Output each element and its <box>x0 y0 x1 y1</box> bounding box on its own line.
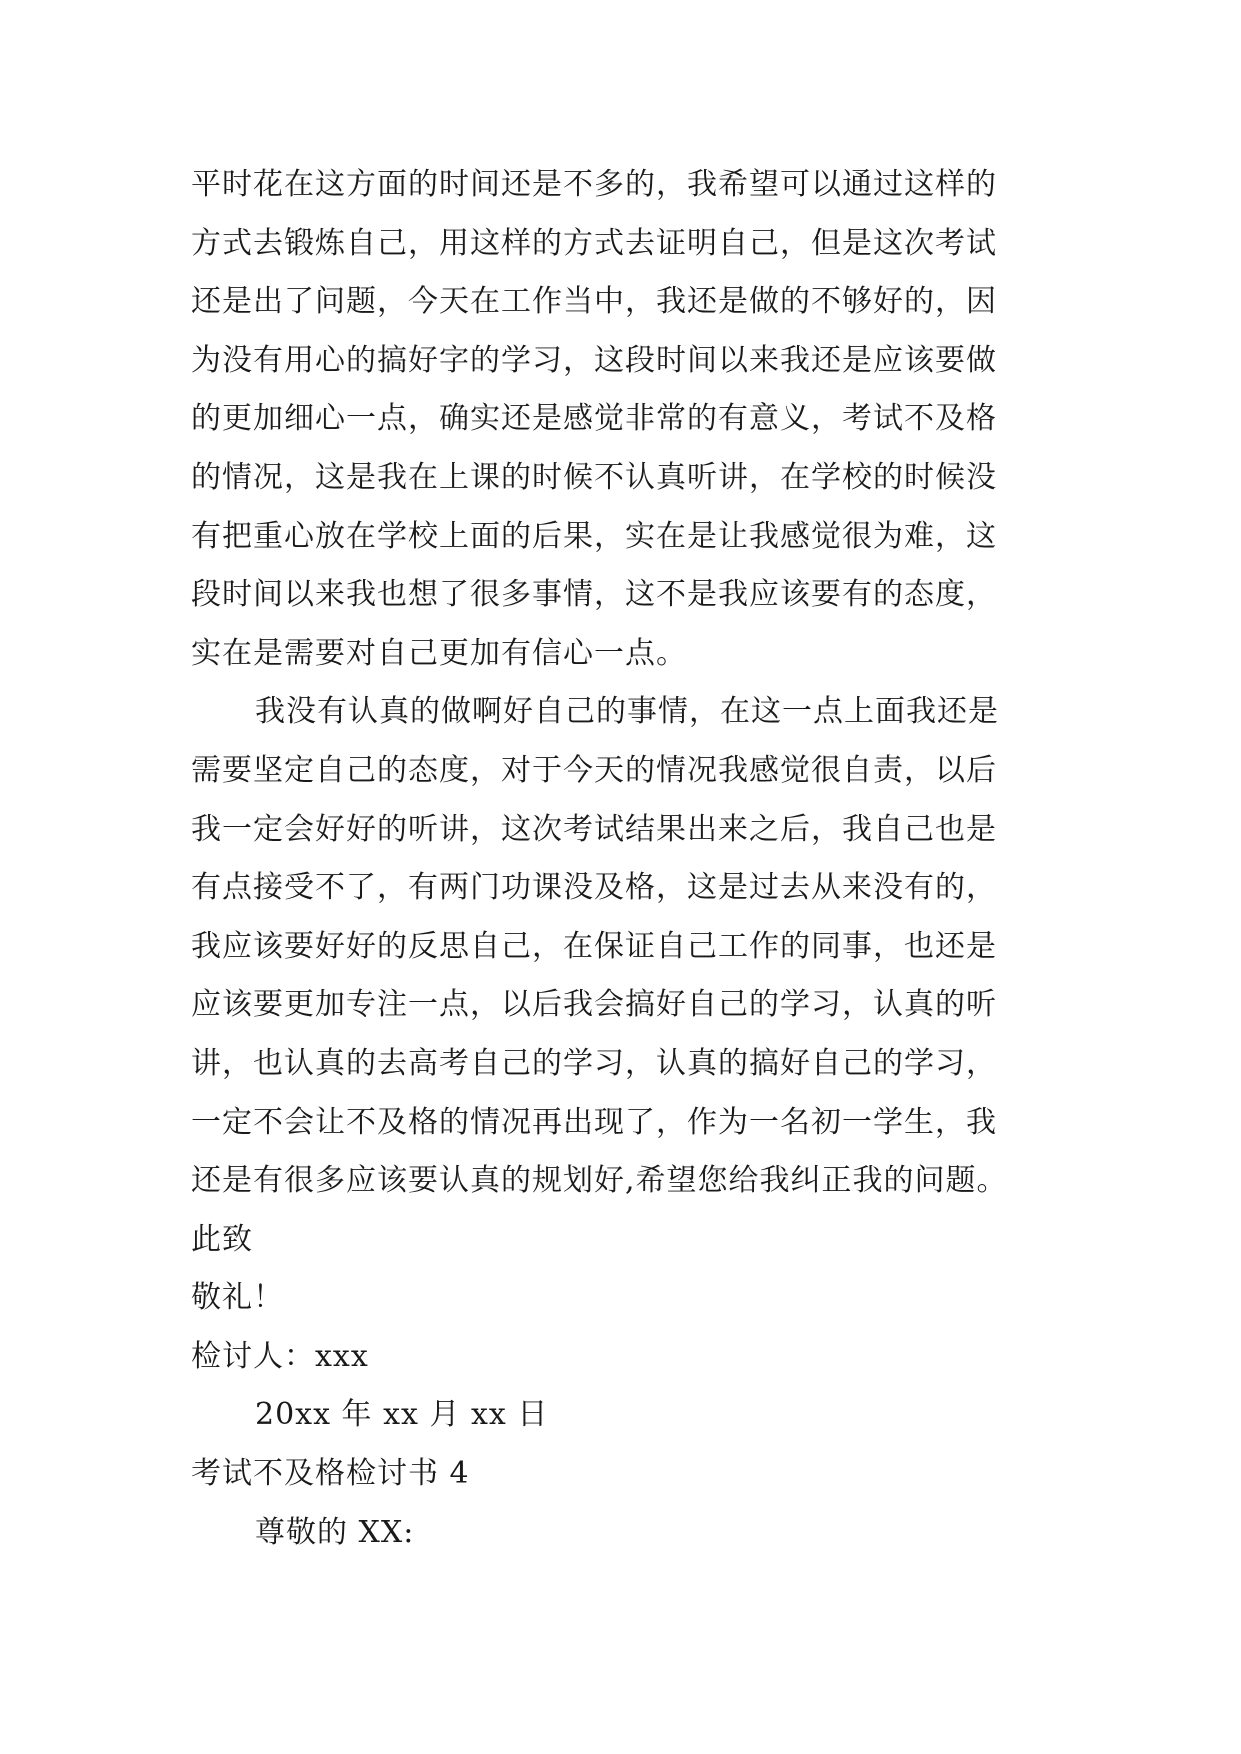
body-line-13: 有点接受不了，有两门功课没及格，这是过去从来没有的， <box>191 870 997 906</box>
body-line-9: 实在是需要对自己更加有信心一点。 <box>191 635 687 671</box>
closing-regards: 敬礼！ <box>191 1280 284 1316</box>
body-line-16: 讲，也认真的去高考自己的学习，认真的搞好自己的学习， <box>191 1045 997 1081</box>
body-line-11: 需要坚定自己的态度，对于今天的情况我感觉很自责，以后 <box>191 752 997 788</box>
body-line-14: 我应该要好好的反思自己，在保证自己工作的同事，也还是 <box>191 928 997 964</box>
body-line-18: 还是有很多应该要认真的规划好,希望您给我纠正我的问题。 <box>191 1163 1008 1199</box>
closing-salutation: 此致 <box>191 1221 253 1257</box>
document-body <box>191 156 1071 1562</box>
section-heading: 考试不及格检讨书 4 <box>191 1456 470 1492</box>
body-line-3: 还是出了问题，今天在工作当中，我还是做的不够好的，因 <box>191 284 997 320</box>
greeting-line: 尊敬的 XX: <box>255 1514 415 1550</box>
body-line-4: 为没有用心的搞好字的学习，这段时间以来我还是应该要做 <box>191 342 997 378</box>
body-line-8: 段时间以来我也想了很多事情，这不是我应该要有的态度， <box>191 577 997 613</box>
body-line-17: 一定不会让不及格的情况再出现了，作为一名初一学生，我 <box>191 1104 997 1140</box>
body-line-5: 的更加细心一点，确实还是感觉非常的有意义，考试不及格 <box>191 401 997 437</box>
signature-name: 检讨人：xxx <box>191 1338 369 1374</box>
body-line-12: 我一定会好好的听讲，这次考试结果出来之后，我自己也是 <box>191 811 997 847</box>
body-line-1: 平时花在这方面的时间还是不多的，我希望可以通过这样的 <box>191 167 997 202</box>
signature-date: 20xx 年 xx 月 xx 日 <box>255 1397 549 1433</box>
paragraph-start-line: 我没有认真的做啊好自己的事情，在这一点上面我还是 <box>255 694 999 730</box>
body-line-6: 的情况，这是我在上课的时候不认真听讲，在学校的时候没 <box>191 459 997 495</box>
body-line-15: 应该要更加专注一点，以后我会搞好自己的学习，认真的听 <box>191 987 997 1023</box>
body-line-2: 方式去锻炼自己，用这样的方式去证明自己，但是这次考试 <box>191 225 997 261</box>
body-line-7: 有把重心放在学校上面的后果，实在是让我感觉很为难，这 <box>191 518 997 554</box>
